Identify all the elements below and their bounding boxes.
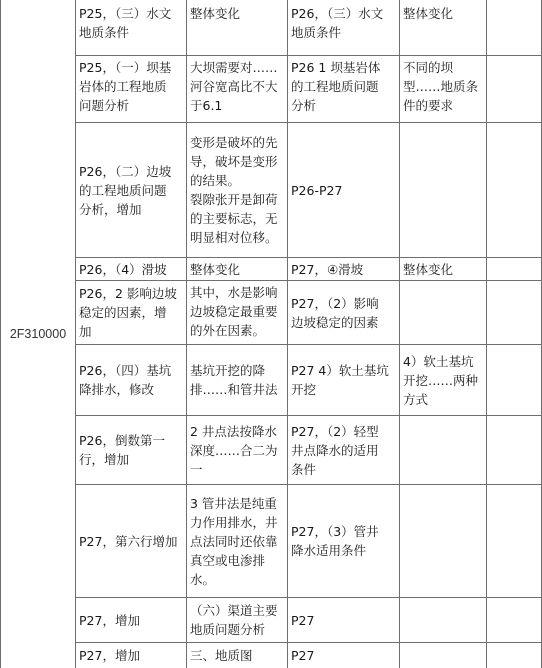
table-cell: P26-P27 [291, 182, 343, 198]
table-cell: （六）渠道主要 地质问题分析 [190, 603, 278, 637]
table-cell: P26，（四）基坑 降排水，修改 [79, 363, 172, 397]
column-divider [486, 0, 487, 668]
table-cell: 不同的坝 型……地质条 件的要求 [403, 60, 479, 113]
table-cell: 整体变化 [190, 6, 241, 21]
table-cell: 整体变化 [190, 261, 241, 277]
table-cell: P26，倒数第一 行，增加 [79, 433, 165, 467]
table-cell: P27，（2）影响 边坡稳定的因素 [291, 295, 379, 330]
table-cell: 其中，水是影响 边坡稳定最重要 的外在因素。 [190, 285, 278, 338]
table-cell: P27，增加 [79, 648, 140, 663]
table-cell: 大坝需要对…… 河谷宽高比不大 于6.1 [190, 60, 278, 113]
table-cell: 3 管井法是纯重 力作用排水，井 点法同时还依靠 真空或电渗排 水。 [190, 495, 278, 587]
table-cell: P27，（2）轻型 井点降水的适用 条件 [291, 423, 379, 477]
table-cell: P26，（三）水文 地质条件 [291, 6, 384, 40]
table-cell: 基坑开挖的降 排……和管井法 [190, 363, 278, 397]
table-cell: 2 井点法按降水 深度……合二为 一 [190, 423, 278, 477]
table-cell: 三、地质图 [190, 648, 253, 663]
table-cell: P27，第六行增加 [79, 533, 178, 549]
table-cell: P27 [291, 648, 315, 663]
table-cell: P27，④滑坡 [291, 261, 364, 277]
table-cell: P27，增加 [79, 612, 140, 628]
table-cell: P25，（三）水文 地质条件 [79, 6, 172, 40]
table-cell: P26，（4）滑坡 [79, 261, 167, 277]
table-cell: P26，2 影响边坡 稳定的因素，增 加 [79, 286, 177, 339]
table-cell: P27 [291, 612, 315, 628]
table-cell: 变形是破坏的先 导，破坏是变形 的结果。 裂隙张开是卸荷 的主要标志，无 明显相对位移。 [190, 135, 278, 245]
table-cell: P27 4）软土基坑 开挖 [291, 363, 389, 397]
table-cell: 整体变化 [403, 261, 454, 277]
table-cell: P26，（二）边坡 的工程地质问题 分析，增加 [79, 163, 172, 217]
table-cell: P26 1 坝基岩体 的工程地质问题 分析 [291, 60, 381, 113]
table-cell: 4）软土基坑 开挖……两种 方式 [403, 353, 479, 407]
table-cell: P27，（3）管井 降水适用条件 [291, 524, 379, 558]
table-cell: 整体变化 [403, 6, 454, 21]
table-cell: P25，（一）坝基 岩体的工程地质 问题分析 [79, 60, 172, 113]
section-code: 2F310000 [9, 327, 67, 341]
